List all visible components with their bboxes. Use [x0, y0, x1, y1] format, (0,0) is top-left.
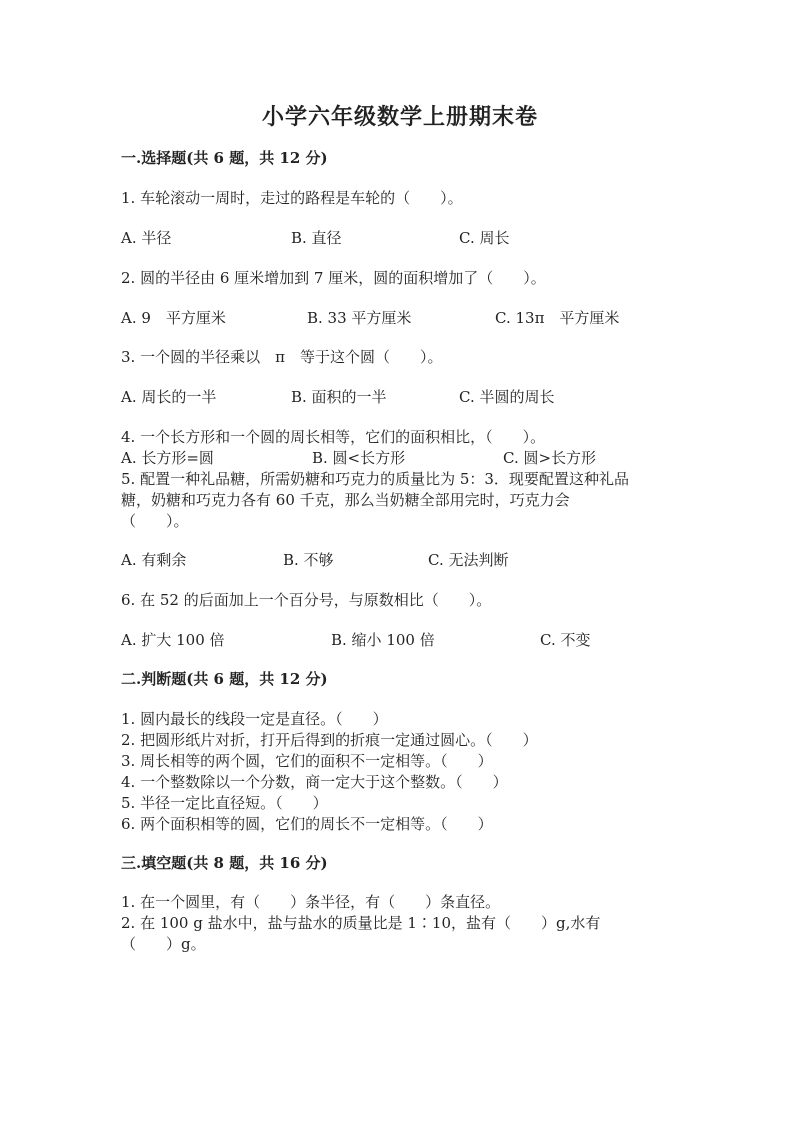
question-stem: 4. 一个长方形和一个圆的周长相等，它们的面积相比，（ ）。 [121, 428, 546, 446]
option-b: B. 不够 [283, 551, 334, 569]
statement-item: 4. 一个整数除以一个分数，商一定大于这个整数。（ ） [121, 773, 508, 791]
fill-blank-item: 1. 在一个圆里，有（ ）条半径，有（ ）条直径。 [121, 893, 501, 911]
option-a: A. 有剩余 [121, 551, 187, 569]
section-heading-true-false: 二.判断题(共 6 题，共 12 分) [121, 670, 328, 688]
statement-item: 1. 圆内最长的线段一定是直径。（ ） [121, 710, 388, 728]
option-a: A. 9 平方厘米 [121, 309, 226, 327]
question-stem-line: （ ）。 [121, 512, 189, 530]
option-b: B. 直径 [291, 229, 342, 247]
option-c: C. 不变 [540, 631, 591, 649]
question-stem: 1. 车轮滚动一周时，走过的路程是车轮的（ ）。 [121, 189, 463, 207]
section-heading-fill-blank: 三.填空题(共 8 题，共 16 分) [121, 854, 328, 872]
option-c: C. 半圆的周长 [459, 388, 555, 406]
option-a: A. 扩大 100 倍 [121, 631, 225, 649]
statement-item: 5. 半径一定比直径短。（ ） [121, 794, 328, 812]
statement-item: 6. 两个面积相等的圆，它们的周长不一定相等。（ ） [121, 815, 493, 833]
option-a: A. 长方形=圆 [121, 449, 214, 467]
statement-item: 3. 周长相等的两个圆，它们的面积不一定相等。（ ） [121, 752, 493, 770]
fill-blank-item-line: （ ）g。 [121, 935, 206, 953]
option-b: B. 圆<长方形 [312, 449, 406, 467]
statement-item: 2. 把圆形纸片对折，打开后得到的折痕一定通过圆心。（ ） [121, 731, 538, 749]
option-c: C. 圆>长方形 [503, 449, 597, 467]
question-stem: 6. 在 52 的后面加上一个百分号，与原数相比（ ）。 [121, 591, 492, 609]
option-a: A. 周长的一半 [121, 388, 217, 406]
option-a: A. 半径 [121, 229, 172, 247]
option-b: B. 缩小 100 倍 [331, 631, 435, 649]
question-stem: 3. 一个圆的半径乘以 π 等于这个圆（ ）。 [121, 348, 443, 366]
exam-title: 小学六年级数学上册期末卷 [261, 104, 538, 130]
question-stem-line: 5. 配置一种礼品糖，所需奶糖和巧克力的质量比为 5：3．现要配置这种礼品 [121, 470, 629, 488]
option-b: B. 面积的一半 [291, 388, 387, 406]
option-c: C. 13π 平方厘米 [495, 309, 620, 327]
question-stem-line: 糖，奶糖和巧克力各有 60 千克，那么当奶糖全部用完时，巧克力会 [121, 491, 570, 509]
option-c: C. 周长 [459, 229, 510, 247]
option-c: C. 无法判断 [428, 551, 509, 569]
section-heading-choice: 一.选择题(共 6 题，共 12 分) [121, 149, 328, 167]
question-stem: 2. 圆的半径由 6 厘米增加到 7 厘米，圆的面积增加了（ ）。 [121, 269, 546, 287]
option-b: B. 33 平方厘米 [307, 309, 412, 327]
fill-blank-item-line: 2. 在 100 g 盐水中，盐与盐水的质量比是 1∶10，盐有（ ）g,水有 [121, 914, 601, 932]
